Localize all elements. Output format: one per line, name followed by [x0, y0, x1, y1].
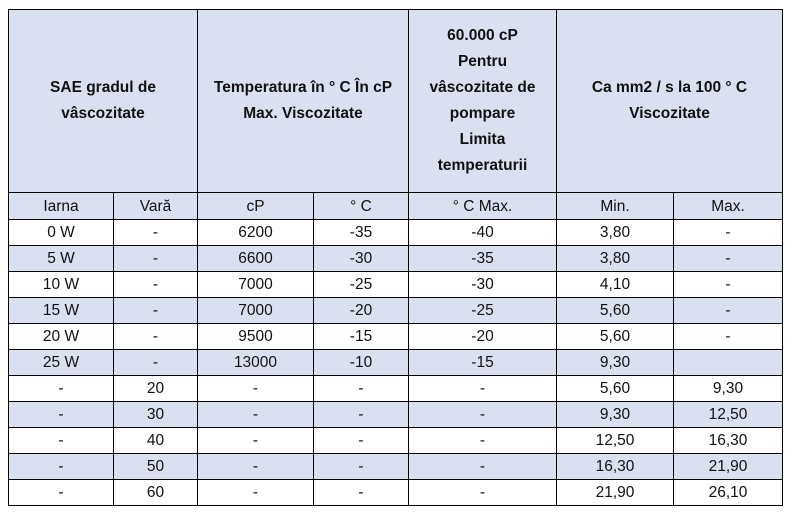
table-body — [9, 220, 783, 506]
cell-visc-min: 5,60 — [557, 376, 674, 402]
cell-deg-c: - — [314, 480, 409, 506]
cell-visc-min: 9,30 — [557, 350, 674, 376]
cell-winter-grade: 0 W — [9, 220, 114, 246]
cell-visc-min: 4,10 — [557, 272, 674, 298]
cell-visc-max: - — [674, 324, 783, 350]
subheader-max: Max. — [674, 193, 783, 220]
subheader-winter: Iarna — [9, 193, 114, 220]
cell-summer-grade: - — [114, 220, 198, 246]
cell-cp: - — [198, 428, 314, 454]
subheader-summer: Vară — [114, 193, 198, 220]
table-row — [9, 220, 783, 246]
cell-visc-min: 3,80 — [557, 220, 674, 246]
cell-pumping-limit: - — [409, 428, 557, 454]
cell-pumping-limit: -15 — [409, 350, 557, 376]
cell-visc-min: 5,60 — [557, 298, 674, 324]
cell-pumping-limit: - — [409, 376, 557, 402]
cell-winter-grade: - — [9, 480, 114, 506]
cell-visc-max: 26,10 — [674, 480, 783, 506]
table-row — [9, 480, 783, 506]
cell-deg-c: -30 — [314, 246, 409, 272]
cell-cp: 6600 — [198, 246, 314, 272]
cell-cp: - — [198, 376, 314, 402]
cell-pumping-limit: -25 — [409, 298, 557, 324]
cell-summer-grade: - — [114, 324, 198, 350]
cell-winter-grade: 20 W — [9, 324, 114, 350]
cell-cp: 7000 — [198, 272, 314, 298]
header-pumping-limit — [409, 10, 557, 193]
table-row — [9, 428, 783, 454]
table-row — [9, 454, 783, 480]
cell-cp: 7000 — [198, 298, 314, 324]
cell-summer-grade: 50 — [114, 454, 198, 480]
cell-summer-grade: 20 — [114, 376, 198, 402]
header-kinematic-viscosity-label: Ca mm2 / s la 100 ° C Viscozitate — [591, 79, 748, 122]
cell-deg-c: -20 — [314, 298, 409, 324]
table-row — [9, 272, 783, 298]
cell-cp: - — [198, 480, 314, 506]
cell-deg-c: -15 — [314, 324, 409, 350]
cell-visc-max: 12,50 — [674, 402, 783, 428]
subheader-cp: cP — [198, 193, 314, 220]
table-row — [9, 376, 783, 402]
cell-winter-grade: 15 W — [9, 298, 114, 324]
cell-visc-min: 12,50 — [557, 428, 674, 454]
subheader-deg-c: ° C — [314, 193, 409, 220]
cell-pumping-limit: -35 — [409, 246, 557, 272]
cell-visc-min: 3,80 — [557, 246, 674, 272]
cell-visc-min: 5,60 — [557, 324, 674, 350]
cell-summer-grade: - — [114, 350, 198, 376]
header-kinematic-viscosity — [557, 10, 783, 193]
cell-winter-grade: 25 W — [9, 350, 114, 376]
cell-visc-min: 16,30 — [557, 454, 674, 480]
cell-visc-max: - — [674, 220, 783, 246]
table-row — [9, 246, 783, 272]
cell-summer-grade: 30 — [114, 402, 198, 428]
cell-pumping-limit: -20 — [409, 324, 557, 350]
subheader-deg-c-max: ° C Max. — [409, 193, 557, 220]
cell-deg-c: -10 — [314, 350, 409, 376]
cell-summer-grade: - — [114, 246, 198, 272]
cell-cp: - — [198, 402, 314, 428]
sae-viscosity-table — [8, 9, 783, 506]
subheader-min: Min. — [557, 193, 674, 220]
cell-winter-grade: - — [9, 402, 114, 428]
cell-pumping-limit: - — [409, 454, 557, 480]
cell-summer-grade: 60 — [114, 480, 198, 506]
cell-cp: 9500 — [198, 324, 314, 350]
cell-winter-grade: 10 W — [9, 272, 114, 298]
header-pumping-limit-label: 60.000 cP Pentru vâscozitate de pompare Limita temperaturii — [429, 27, 536, 174]
subheader-row — [9, 193, 783, 220]
header-sae-grade — [9, 10, 198, 193]
cell-pumping-limit: -40 — [409, 220, 557, 246]
cell-deg-c: - — [314, 376, 409, 402]
cell-pumping-limit: - — [409, 402, 557, 428]
cell-deg-c: - — [314, 428, 409, 454]
cell-cp: - — [198, 454, 314, 480]
table-row — [9, 402, 783, 428]
cell-visc-min: 9,30 — [557, 402, 674, 428]
cell-winter-grade: - — [9, 454, 114, 480]
cell-visc-max: - — [674, 246, 783, 272]
cell-pumping-limit: -30 — [409, 272, 557, 298]
cell-winter-grade: - — [9, 376, 114, 402]
cell-summer-grade: - — [114, 272, 198, 298]
cell-deg-c: - — [314, 402, 409, 428]
cell-winter-grade: 5 W — [9, 246, 114, 272]
cell-deg-c: -25 — [314, 272, 409, 298]
table-row — [9, 350, 783, 376]
cell-cp: 13000 — [198, 350, 314, 376]
cell-summer-grade: - — [114, 298, 198, 324]
cell-visc-max — [674, 350, 783, 376]
table-row — [9, 324, 783, 350]
cell-cp: 6200 — [198, 220, 314, 246]
cell-visc-max: 16,30 — [674, 428, 783, 454]
header-max-viscosity-temp-label: Temperatura în ° C În cP Max. Viscozitate — [213, 79, 393, 122]
header-sae-grade-label: SAE gradul de vâscozitate — [50, 79, 156, 122]
cell-winter-grade: - — [9, 428, 114, 454]
cell-pumping-limit: - — [409, 480, 557, 506]
cell-visc-max: 21,90 — [674, 454, 783, 480]
viscosity-table-sheet — [8, 9, 783, 506]
cell-visc-max: - — [674, 272, 783, 298]
cell-deg-c: -35 — [314, 220, 409, 246]
cell-deg-c: - — [314, 454, 409, 480]
cell-visc-max: - — [674, 298, 783, 324]
cell-summer-grade: 40 — [114, 428, 198, 454]
table-row — [9, 298, 783, 324]
header-max-viscosity-temp — [198, 10, 409, 193]
cell-visc-max: 9,30 — [674, 376, 783, 402]
cell-visc-min: 21,90 — [557, 480, 674, 506]
